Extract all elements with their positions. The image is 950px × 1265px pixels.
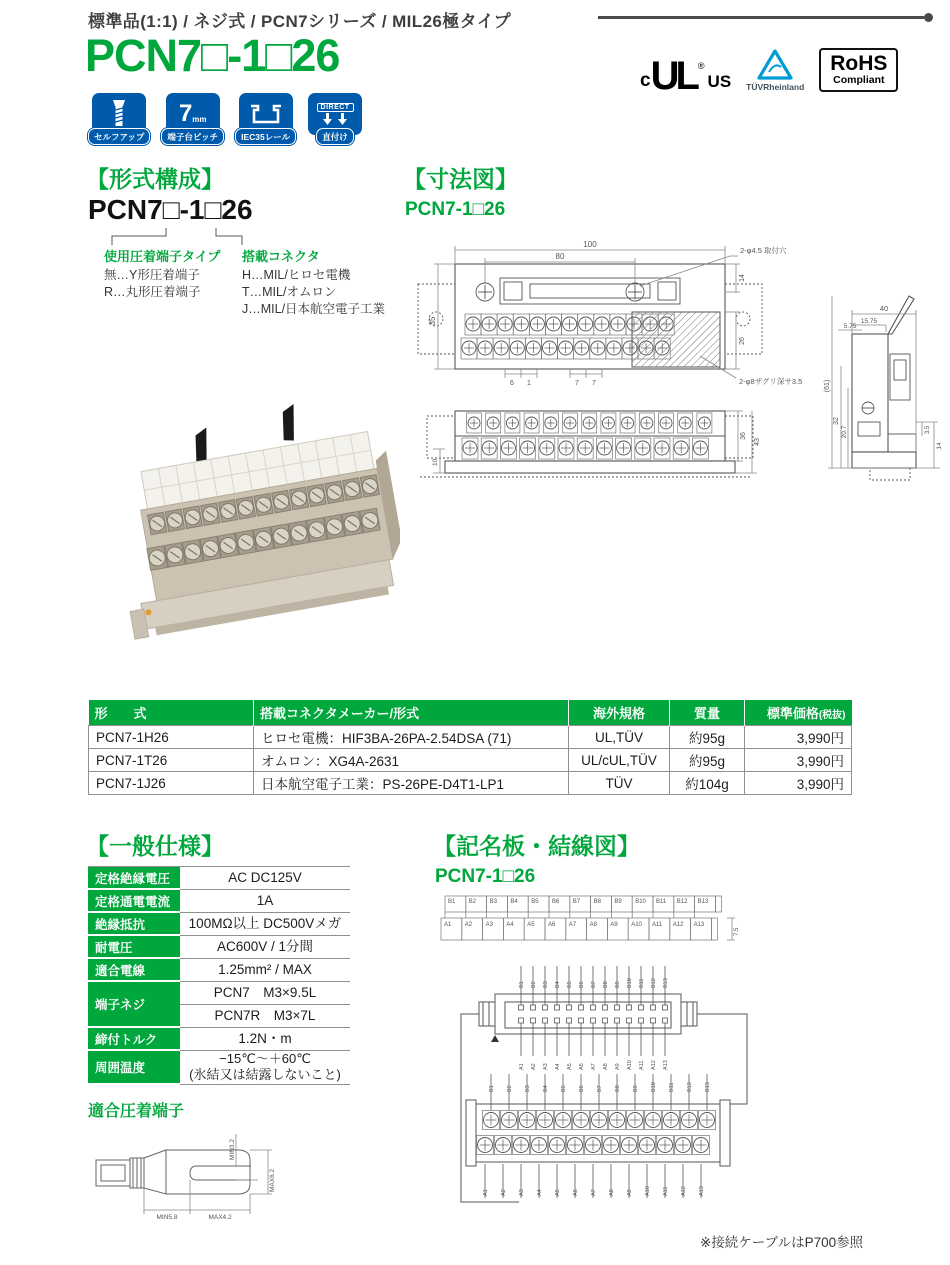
spec-row — [88, 913, 350, 936]
svg-text:B1: B1 — [448, 899, 456, 905]
top-view — [418, 240, 802, 387]
svg-text:A8: A8 — [603, 1063, 609, 1070]
crimp-dim-outer: MAX6.2 — [269, 1168, 276, 1192]
svg-text:B7: B7 — [591, 981, 597, 988]
nameplate-heading: 【記名板・結線図】 — [433, 833, 640, 859]
breadcrumb: 標準品(1:1) / ネジ式 / PCN7シリーズ / MIL26極タイプ — [88, 12, 512, 31]
dim-right-mid: 26 — [739, 337, 746, 345]
svg-text:A3: A3 — [485, 922, 493, 928]
model-structure-code: PCN7□-1□26 — [88, 194, 253, 225]
svg-text:B4: B4 — [510, 899, 518, 905]
svg-text:A11: A11 — [639, 1060, 645, 1070]
crimp-heading: 適合圧着端子 — [88, 1103, 185, 1120]
svg-text:B1: B1 — [519, 981, 525, 988]
svg-text:A9: A9 — [627, 1189, 633, 1196]
svg-text:B11: B11 — [656, 899, 667, 905]
svg-text:A12: A12 — [672, 922, 684, 928]
svg-text:A1: A1 — [444, 922, 452, 928]
badge-label: 直付け — [316, 128, 354, 145]
spec-value: 1.25mm² / MAX — [180, 959, 350, 982]
badge-self-up — [88, 93, 150, 145]
polarity-marker — [491, 1035, 499, 1042]
svg-text:A13: A13 — [699, 1186, 705, 1196]
cell-standards: UL,TÜV — [569, 726, 670, 749]
svg-text:B2: B2 — [531, 981, 537, 988]
table-header-row — [89, 700, 852, 726]
cell-standards: TÜV — [569, 772, 670, 795]
dim-front-left: 10 — [432, 458, 439, 466]
badge-label: セルフアップ — [88, 128, 150, 145]
spec-label: 定格絶縁電圧 — [88, 867, 180, 890]
pitch-unit: mm — [192, 115, 207, 124]
spec-row — [88, 867, 350, 890]
svg-text:A12: A12 — [681, 1186, 687, 1196]
svg-text:B13: B13 — [663, 978, 669, 988]
table-row — [89, 726, 852, 749]
svg-text:A4: A4 — [555, 1063, 561, 1070]
svg-text:B8: B8 — [593, 899, 601, 905]
spec-row — [88, 936, 350, 959]
dim-bottom: 7 — [575, 380, 579, 387]
svg-text:B12: B12 — [676, 899, 688, 905]
svg-text:B12: B12 — [651, 978, 657, 988]
spec-row — [88, 959, 350, 982]
badge-label: 端子台ピッチ — [161, 128, 224, 145]
svg-text:B8: B8 — [615, 1085, 621, 1092]
badge-label: IEC35レール — [235, 128, 296, 145]
dimensions-model: PCN7-1□26 — [405, 199, 506, 220]
spec-row — [88, 982, 350, 1028]
svg-text:A9: A9 — [615, 1063, 621, 1070]
svg-text:B11: B11 — [669, 1082, 675, 1092]
ul-registered-symbol: ® — [697, 60, 705, 71]
svg-text:A13: A13 — [693, 922, 705, 928]
svg-text:A8: A8 — [609, 1189, 615, 1196]
page-title: PCN7□-1□26 — [85, 30, 340, 81]
cell-model: PCN7-1T26 — [89, 749, 254, 772]
wiring-diagram — [433, 952, 763, 1214]
ul-mark-label: UL — [650, 53, 696, 98]
svg-text:B5: B5 — [567, 981, 573, 988]
spec-value: 1A — [180, 890, 350, 913]
svg-text:B4: B4 — [555, 981, 561, 988]
counterbore-note: 2-φ8ザグリ深サ3.5 — [739, 377, 803, 386]
badge-direct — [307, 93, 363, 145]
dim-side-top2: 5.75 — [843, 323, 857, 330]
col-weight: 質量 — [670, 700, 745, 726]
svg-text:A3: A3 — [543, 1063, 549, 1070]
spec-label: 周囲温度 — [88, 1051, 180, 1085]
front-view — [420, 411, 761, 477]
svg-text:A4: A4 — [506, 922, 514, 928]
cell-weight: 約95g — [670, 726, 745, 749]
svg-text:A10: A10 — [631, 922, 642, 928]
svg-text:A1: A1 — [519, 1063, 525, 1070]
svg-text:B4: B4 — [543, 1085, 549, 1092]
svg-text:A3: A3 — [519, 1189, 525, 1196]
down-arrows-icon — [320, 112, 350, 126]
cell-weight: 約95g — [670, 749, 745, 772]
cell-connector: ヒロセ電機：HIF3BA-26PA-2.54DSA (71) — [254, 726, 569, 749]
svg-text:B13: B13 — [697, 899, 709, 905]
cell-model: PCN7-1H26 — [89, 726, 254, 749]
header-rule-dot — [924, 13, 933, 22]
dim-front-inner: 36 — [740, 432, 747, 440]
dim-side-top1: 15.75 — [860, 318, 878, 325]
connector-item: H…MIL/ヒロセ電機 — [242, 268, 351, 282]
svg-text:B8: B8 — [603, 981, 609, 988]
svg-text:B9: B9 — [615, 981, 621, 988]
col-model: 形 式 — [89, 700, 254, 726]
spec-label: 定格通電電流 — [88, 890, 180, 913]
spec-value: AC600V / 1分間 — [180, 936, 350, 959]
spec-value: 1.2N・m — [180, 1028, 350, 1051]
svg-text:A11: A11 — [652, 922, 663, 928]
spec-label: 適合電線 — [88, 959, 180, 982]
crimp-dim-len1: MIN5.8 — [156, 1214, 178, 1221]
svg-text:B1: B1 — [489, 1085, 495, 1092]
svg-text:B11: B11 — [639, 978, 645, 988]
dim-side-r2: 14 — [936, 442, 943, 450]
selection-table — [88, 700, 852, 795]
svg-text:B13: B13 — [705, 1082, 711, 1092]
badge-din-rail — [235, 93, 296, 145]
table-row — [89, 749, 852, 772]
tuv-rheinland-logo — [746, 48, 804, 92]
col-price: 標準価格(税抜) — [745, 700, 852, 726]
crimp-dim-slot: MIN3.2 — [229, 1139, 236, 1160]
svg-text:A5: A5 — [527, 922, 535, 928]
svg-text:B5: B5 — [561, 1085, 567, 1092]
svg-text:B12: B12 — [687, 1082, 693, 1092]
nameplate-model: PCN7-1□26 — [435, 866, 536, 887]
dim-overall: 100 — [583, 240, 597, 249]
table-row — [89, 772, 852, 795]
dim-right-top: 14 — [739, 274, 746, 282]
crimp-type-item: 無…Y形圧着端子 — [104, 268, 200, 282]
spec-label: 端子ネジ — [88, 982, 180, 1028]
svg-text:A12: A12 — [651, 1060, 657, 1070]
cell-connector: オムロン：XG4A-2631 — [254, 749, 569, 772]
crimp-type-item: R…丸形圧着端子 — [104, 285, 201, 299]
svg-text:B3: B3 — [489, 899, 497, 905]
crimp-terminal-drawing — [88, 1122, 308, 1222]
dim-front-outer: 43 — [754, 438, 761, 446]
svg-text:B9: B9 — [633, 1085, 639, 1092]
spec-label: 耐電圧 — [88, 936, 180, 959]
spec-row — [88, 1028, 350, 1051]
svg-text:B6: B6 — [579, 1085, 585, 1092]
spec-label: 締付トルク — [88, 1028, 180, 1051]
selection-table-body — [89, 726, 852, 795]
svg-text:A5: A5 — [567, 1063, 573, 1070]
dim-side-height: (61) — [824, 379, 831, 393]
general-spec-heading: 【一般仕様】 — [86, 833, 224, 859]
svg-text:A11: A11 — [663, 1186, 669, 1196]
dimensions-heading: 【寸法図】 — [403, 166, 518, 192]
cul-us-mark-icon — [640, 53, 732, 98]
col-connector: 搭載コネクタメーカー/形式 — [254, 700, 569, 726]
spec-value: PCN7 M3×9.5L PCN7R M3×7L — [180, 982, 350, 1028]
model-callout-lines — [110, 228, 260, 246]
svg-text:A1: A1 — [483, 1189, 489, 1196]
svg-text:A13: A13 — [663, 1060, 669, 1070]
cell-price: 3,990円 — [745, 726, 852, 749]
svg-text:A7: A7 — [568, 922, 577, 928]
ul-c-label: c — [640, 70, 651, 92]
crimp-dim-len2: MAX4.2 — [208, 1214, 232, 1221]
crimp-type-title: 使用圧着端子タイプ — [104, 249, 221, 264]
lever-icon — [278, 404, 300, 442]
tuv-label: TÜVRheinland — [746, 82, 805, 92]
dim-depth: 35 — [428, 316, 437, 326]
feature-badges — [88, 93, 363, 145]
svg-text:A2: A2 — [531, 1063, 537, 1070]
dim-bottom: 7 — [592, 380, 596, 387]
connector-title: 搭載コネクタ — [242, 249, 320, 264]
svg-text:A10: A10 — [645, 1186, 651, 1196]
badge-pitch — [161, 93, 224, 145]
svg-text:A4: A4 — [537, 1189, 543, 1196]
svg-text:B2: B2 — [507, 1085, 513, 1092]
cell-connector: 日本航空電子工業：PS-26PE-D4T1-LP1 — [254, 772, 569, 795]
rohs-title: RoHS — [830, 52, 888, 75]
svg-text:A2: A2 — [464, 922, 473, 928]
svg-text:A7: A7 — [591, 1189, 597, 1196]
svg-text:B3: B3 — [543, 981, 549, 988]
pitch-value: 7 — [178, 100, 193, 127]
spec-value: AC DC125V — [180, 867, 350, 890]
ul-us-label: US — [707, 72, 732, 92]
product-photo — [85, 385, 400, 643]
col-standards: 海外規格 — [569, 700, 670, 726]
certification-logos — [640, 42, 898, 98]
tuv-triangle-icon — [756, 48, 794, 81]
svg-text:B10: B10 — [627, 978, 633, 988]
dim-side-h3: 20.7 — [841, 425, 848, 439]
dim-side-r1: 3.5 — [925, 425, 931, 435]
connector-group — [242, 246, 385, 318]
svg-text:A7: A7 — [591, 1063, 597, 1070]
rohs-subtitle: Compliant — [833, 74, 885, 86]
spec-row — [88, 1051, 350, 1085]
svg-text:B10: B10 — [635, 899, 646, 905]
cell-price: 3,990円 — [745, 772, 852, 795]
svg-text:B5: B5 — [531, 899, 539, 905]
cell-standards: UL/cUL,TÜV — [569, 749, 670, 772]
dim-side-width: 40 — [879, 304, 889, 313]
svg-text:B7: B7 — [597, 1085, 603, 1092]
cell-weight: 約104g — [670, 772, 745, 795]
cell-model: PCN7-1J26 — [89, 772, 254, 795]
hole-note: 2-φ4.5 取付穴 — [740, 246, 787, 255]
svg-text:A6: A6 — [548, 922, 556, 928]
connector-item: T…MIL/オムロン — [242, 285, 337, 299]
side-view — [824, 296, 943, 480]
cell-price: 3,990円 — [745, 749, 852, 772]
direct-label: DIRECT — [317, 103, 354, 112]
svg-text:B6: B6 — [579, 981, 585, 988]
dim-bottom: 1 — [527, 380, 531, 387]
svg-text:B7: B7 — [572, 899, 581, 905]
spec-value: −15℃〜＋60℃ (氷結又は結露しないこと) — [180, 1051, 350, 1085]
svg-text:A6: A6 — [579, 1063, 585, 1070]
svg-text:A9: A9 — [610, 922, 618, 928]
svg-text:A10: A10 — [627, 1060, 633, 1070]
crimp-type-group — [104, 246, 220, 301]
svg-text:B3: B3 — [525, 1085, 531, 1092]
svg-text:A8: A8 — [589, 922, 597, 928]
spec-row — [88, 890, 350, 913]
footer-note: ※接続ケーブルはP700参照 — [700, 1235, 864, 1250]
dim-pitch: 80 — [555, 252, 565, 261]
plate-dim: 7.5 — [734, 927, 740, 936]
spec-value: 100MΩ以上 DC500Vメガ — [180, 913, 350, 936]
general-spec-table — [88, 866, 350, 1085]
model-structure-heading: 【形式構成】 — [86, 166, 224, 192]
spec-label: 絶縁抵抗 — [88, 913, 180, 936]
rohs-badge — [819, 48, 898, 92]
dim-side-h2: 32 — [833, 417, 840, 425]
dimension-drawing — [400, 226, 945, 484]
svg-text:B6: B6 — [552, 899, 560, 905]
svg-text:A5: A5 — [555, 1189, 561, 1196]
nameplate-diagram — [435, 890, 755, 950]
svg-text:B9: B9 — [614, 899, 622, 905]
dim-bottom: 6 — [510, 380, 514, 387]
svg-text:B2: B2 — [468, 899, 477, 905]
connector-item: J…MIL/日本航空電子工業 — [242, 302, 386, 316]
header-rule — [598, 16, 924, 19]
svg-text:A6: A6 — [573, 1189, 579, 1196]
svg-text:B10: B10 — [651, 1082, 657, 1092]
svg-text:A2: A2 — [501, 1189, 507, 1196]
